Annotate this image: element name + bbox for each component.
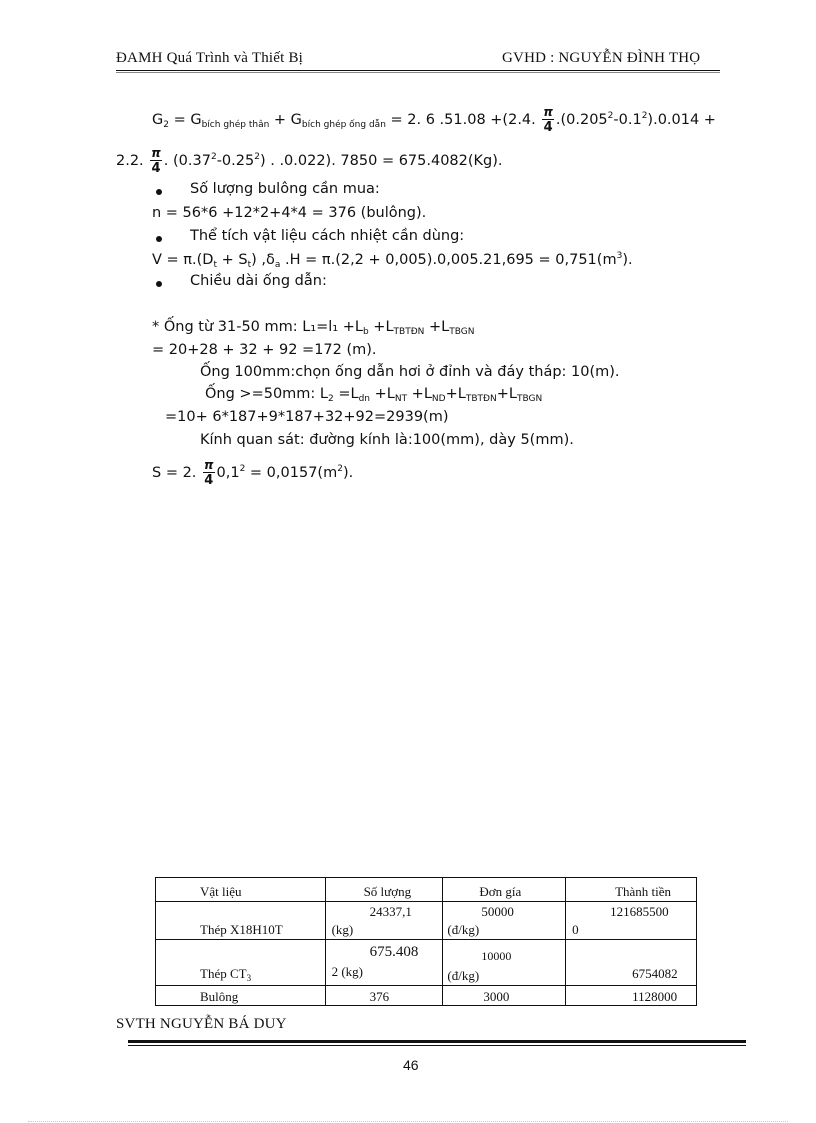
bullet-dot — [156, 189, 162, 195]
header-left: ĐAMH Quá Trình và Thiết Bị — [116, 50, 304, 66]
footer-student: SVTH NGUYỄN BÁ DUY — [116, 1016, 287, 1032]
bullet-dot — [156, 236, 162, 242]
header-right: GVHD : NGUYỄN ĐÌNH THỌ — [502, 50, 701, 66]
equation-volume: $V = \pi.(D_t + S_t)$ $,\delta_a$ $.H = \pi.(2,2 + 0,005).0,005.21,695 = 0,751(m^3)$. — [152, 251, 633, 270]
cell-quantity: 675.408 2 (kg) — [325, 940, 443, 986]
cell-unit-price: 50000 (đ/kg) — [443, 902, 566, 940]
header-cell-material: Vật liệu — [156, 878, 326, 902]
table-row — [156, 986, 697, 1006]
sight-glass-note: Kính quan sát: đường kính là:100(mm), dày 5(mm). — [200, 432, 574, 448]
g2-formula-line1: $G_2 = G_{bích ghép thân} + G_{bích ghép ống dẫn} = 2$. 6 .51.08 +(2.4. $\frac{\pi}{4}$ $.(0.205^2-0.1^2).0.014$ + — [152, 105, 716, 135]
page-bottom-dotted-edge — [28, 1121, 788, 1122]
cell-material-name: Thép X18H10T — [156, 902, 326, 940]
bullet-insulation-volume: Thể tích vật liệu cách nhiệt cần dùng: — [190, 228, 465, 244]
pi-over-4-fraction: $\frac{\pi}{4}$ — [543, 105, 553, 135]
cell-unit-price: 3000 — [443, 986, 566, 1006]
cell-total: 121685500 0 — [566, 902, 697, 940]
pipe-over-50-sum: =10+ 6*187+9*187+32+92=2939(m) — [165, 409, 449, 425]
pipe-31-50-sum: = 20+28 + 32 + 92 =172 (m). — [152, 342, 377, 358]
cell-quantity: 376 — [325, 986, 443, 1006]
bullet-pipe-length: Chiều dài ống dẫn: — [190, 273, 327, 289]
header-rule-thin — [116, 70, 720, 71]
footer-rule-thin — [128, 1045, 746, 1046]
pi-over-4-fraction: $\frac{\pi}{4}$ — [204, 458, 214, 488]
cell-total: 1128000 — [566, 986, 697, 1006]
header-rule-secondary — [116, 72, 720, 73]
cell-material-name: Thép $CT_3$ — [156, 940, 326, 986]
materials-cost-table — [155, 877, 697, 1006]
cell-material-name: Bulông — [156, 986, 326, 1006]
pipe-over-50-equation: Ống >=50mm: $L_2 =L_{dn} +L_{NT} +L_{ND}+L_{TBTĐN}+L_{TBGN}$ — [205, 386, 543, 404]
header-cell-quantity: Số lượng — [325, 878, 443, 902]
cell-total: 6754082 — [566, 940, 697, 986]
cell-unit-price: 10000 (đ/kg) — [443, 940, 566, 986]
bullet-dot — [156, 281, 162, 287]
table-row — [156, 940, 697, 986]
g2-formula-line2: 2.2. $\frac{\pi}{4}$ . (0.37$^2$-0.25$^2$) . .0.022). 7850 = 675.4082(Kg). — [116, 146, 503, 176]
table-row — [156, 902, 697, 940]
header-cell-unit-price: Đơn gía — [443, 878, 566, 902]
page-number: 46 — [403, 1057, 419, 1073]
cell-quantity: 24337,1 (kg) — [325, 902, 443, 940]
pi-over-4-fraction: $\frac{\pi}{4}$ — [151, 146, 161, 176]
pipe-100mm-note: Ống 100mm:chọn ống dẫn hơi ở đỉnh và đáy tháp: 10(m). — [200, 364, 620, 380]
equation-bolts: n = 56*6 +12*2+4*4 = 376 (bulông). — [152, 205, 427, 221]
pipe-31-50-equation: * Ống từ 31-50 mm: $L_1=l_1 +L_b +L_{TBTĐN} +L_{TBGN}$ — [152, 319, 475, 337]
footer-rule-thick — [128, 1040, 746, 1043]
bullet-bolts-count: Số lượng bulông cần mua: — [190, 181, 380, 197]
header-cell-total: Thành tiền — [566, 878, 697, 902]
table-header-row — [156, 878, 697, 902]
equation-area: S = 2. $\frac{\pi}{4}$ $0,1^2 = 0,0157(m^2)$. — [152, 458, 354, 488]
